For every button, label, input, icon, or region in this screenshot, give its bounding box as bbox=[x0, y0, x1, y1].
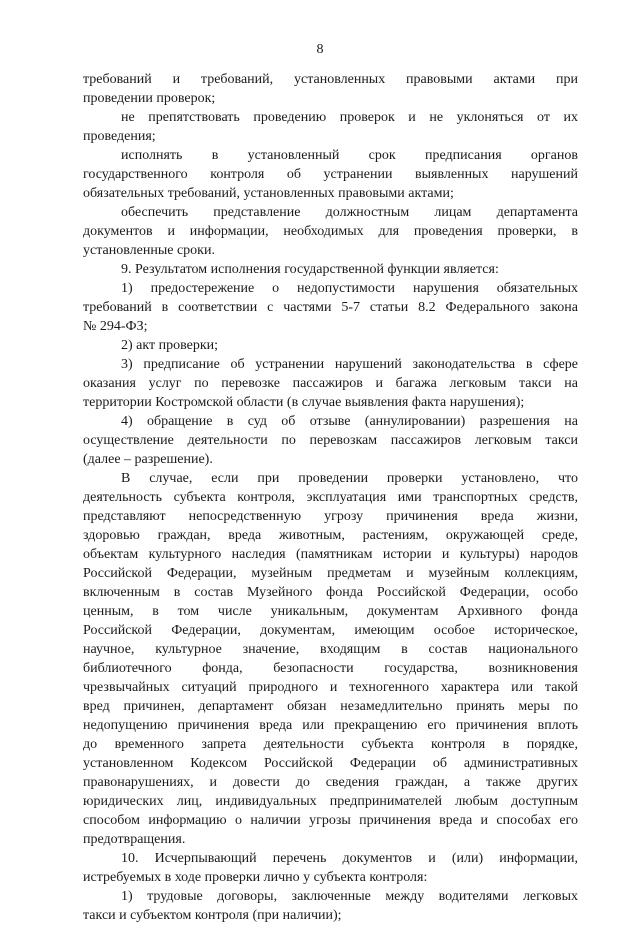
text-line: способом информацию о наличии угрозы причинения вреда и способах его bbox=[83, 813, 578, 828]
text-line: осуществление деятельности по перевозкам пассажиров легковым такси bbox=[83, 433, 578, 448]
text-line: ценным, в том числе уникальным, документам Архивного фонда bbox=[83, 604, 578, 619]
text-line: деятельность субъекта контроля, эксплуатация ими транспортных средств, bbox=[83, 490, 578, 505]
text-line: правонарушениях, и довести до сведения граждан, а также других bbox=[83, 775, 578, 790]
text-line: 3) предписание об устранении нарушений законодательства в сфере bbox=[121, 357, 578, 372]
text-line: обеспечить представление должностным лицам департамента bbox=[121, 205, 578, 220]
text-line: здоровью граждан, вреда животным, растениям, окружающей среде, bbox=[83, 528, 578, 543]
text-line: объектам культурного наследия (памятникам истории и культуры) народов bbox=[83, 547, 578, 562]
text-line: установленные сроки. bbox=[83, 243, 215, 258]
text-line: 4) обращение в суд об отзыве (аннулировании) разрешения на bbox=[121, 414, 578, 429]
text-line: недопущению причинения вреда или прекращению его причинения вплоть bbox=[83, 718, 578, 733]
page-number: 8 bbox=[316, 42, 324, 57]
text-line: истребуемых в ходе проверки лично у субъекта контроля: bbox=[83, 870, 428, 885]
text-line: требований в соответствии с частями 5-7 статьи 8.2 Федерального закона bbox=[83, 300, 578, 315]
text-line: обязательных требований, установленных правовыми актами; bbox=[83, 186, 454, 201]
text-line: оказания услуг по перевозке пассажиров и багажа легковым такси на bbox=[83, 376, 578, 391]
text-line: проведения; bbox=[83, 129, 156, 144]
text-line: 1) трудовые договоры, заключенные между водителями легковых bbox=[121, 889, 578, 904]
text-line: установленном Кодексом Российской Федерации об административных bbox=[83, 756, 578, 771]
text-line: В случае, если при проведении проверки установлено, что bbox=[121, 471, 578, 486]
text-line: Российской Федерации, музейным предметам и музейным коллекциям, bbox=[83, 566, 578, 581]
text-line: исполнять в установленный срок предписания органов bbox=[121, 148, 578, 163]
text-line: № 294-ФЗ; bbox=[83, 319, 148, 334]
text-line: представляют непосредственную угрозу причинения вреда жизни, bbox=[83, 509, 578, 524]
text-line: 10. Исчерпывающий перечень документов и (или) информации, bbox=[121, 851, 578, 866]
text-line: не препятствовать проведению проверок и не уклоняться от их bbox=[121, 110, 578, 125]
text-line: проведении проверок; bbox=[83, 91, 216, 106]
text-line: 2) акт проверки; bbox=[121, 338, 219, 353]
text-line: территории Костромской области (в случае выявления факта нарушения); bbox=[83, 395, 525, 410]
text-line: требований и требований, установленных правовыми актами при bbox=[83, 72, 578, 87]
text-line: до временного запрета деятельности субъекта контроля в порядке, bbox=[83, 737, 578, 752]
text-line: чрезвычайных ситуаций природного и техногенного характера или такой bbox=[83, 680, 578, 695]
text-line: Российской Федерации, документам, имеющим особое историческое, bbox=[83, 623, 578, 638]
document-body bbox=[83, 70, 578, 925]
text-line: (далее – разрешение). bbox=[83, 452, 213, 467]
text-line: 1) предостережение о недопустимости нарушения обязательных bbox=[121, 281, 578, 296]
text-line: документов и информации, необходимых для проведения проверки, в bbox=[83, 224, 578, 239]
text-line: включенным в состав Музейного фонда Российской Федерации, особо bbox=[83, 585, 578, 600]
text-line: 9. Результатом исполнения государственной функции является: bbox=[121, 262, 499, 277]
text-line: предотвращения. bbox=[83, 832, 186, 847]
text-line: такси и субъектом контроля (при наличии); bbox=[83, 908, 342, 923]
text-line: вред причинен, департамент обязан незамедлительно принять меры по bbox=[83, 699, 578, 714]
text-line: государственного контроля об устранении выявленных нарушений bbox=[83, 167, 578, 182]
text-line: научное, культурное значение, входящим в состав национального bbox=[83, 642, 578, 657]
text-line: библиотечного фонда, безопасности государства, возникновения bbox=[83, 661, 578, 676]
text-line: юридических лиц, индивидуальных предпринимателей любым доступным bbox=[83, 794, 578, 809]
